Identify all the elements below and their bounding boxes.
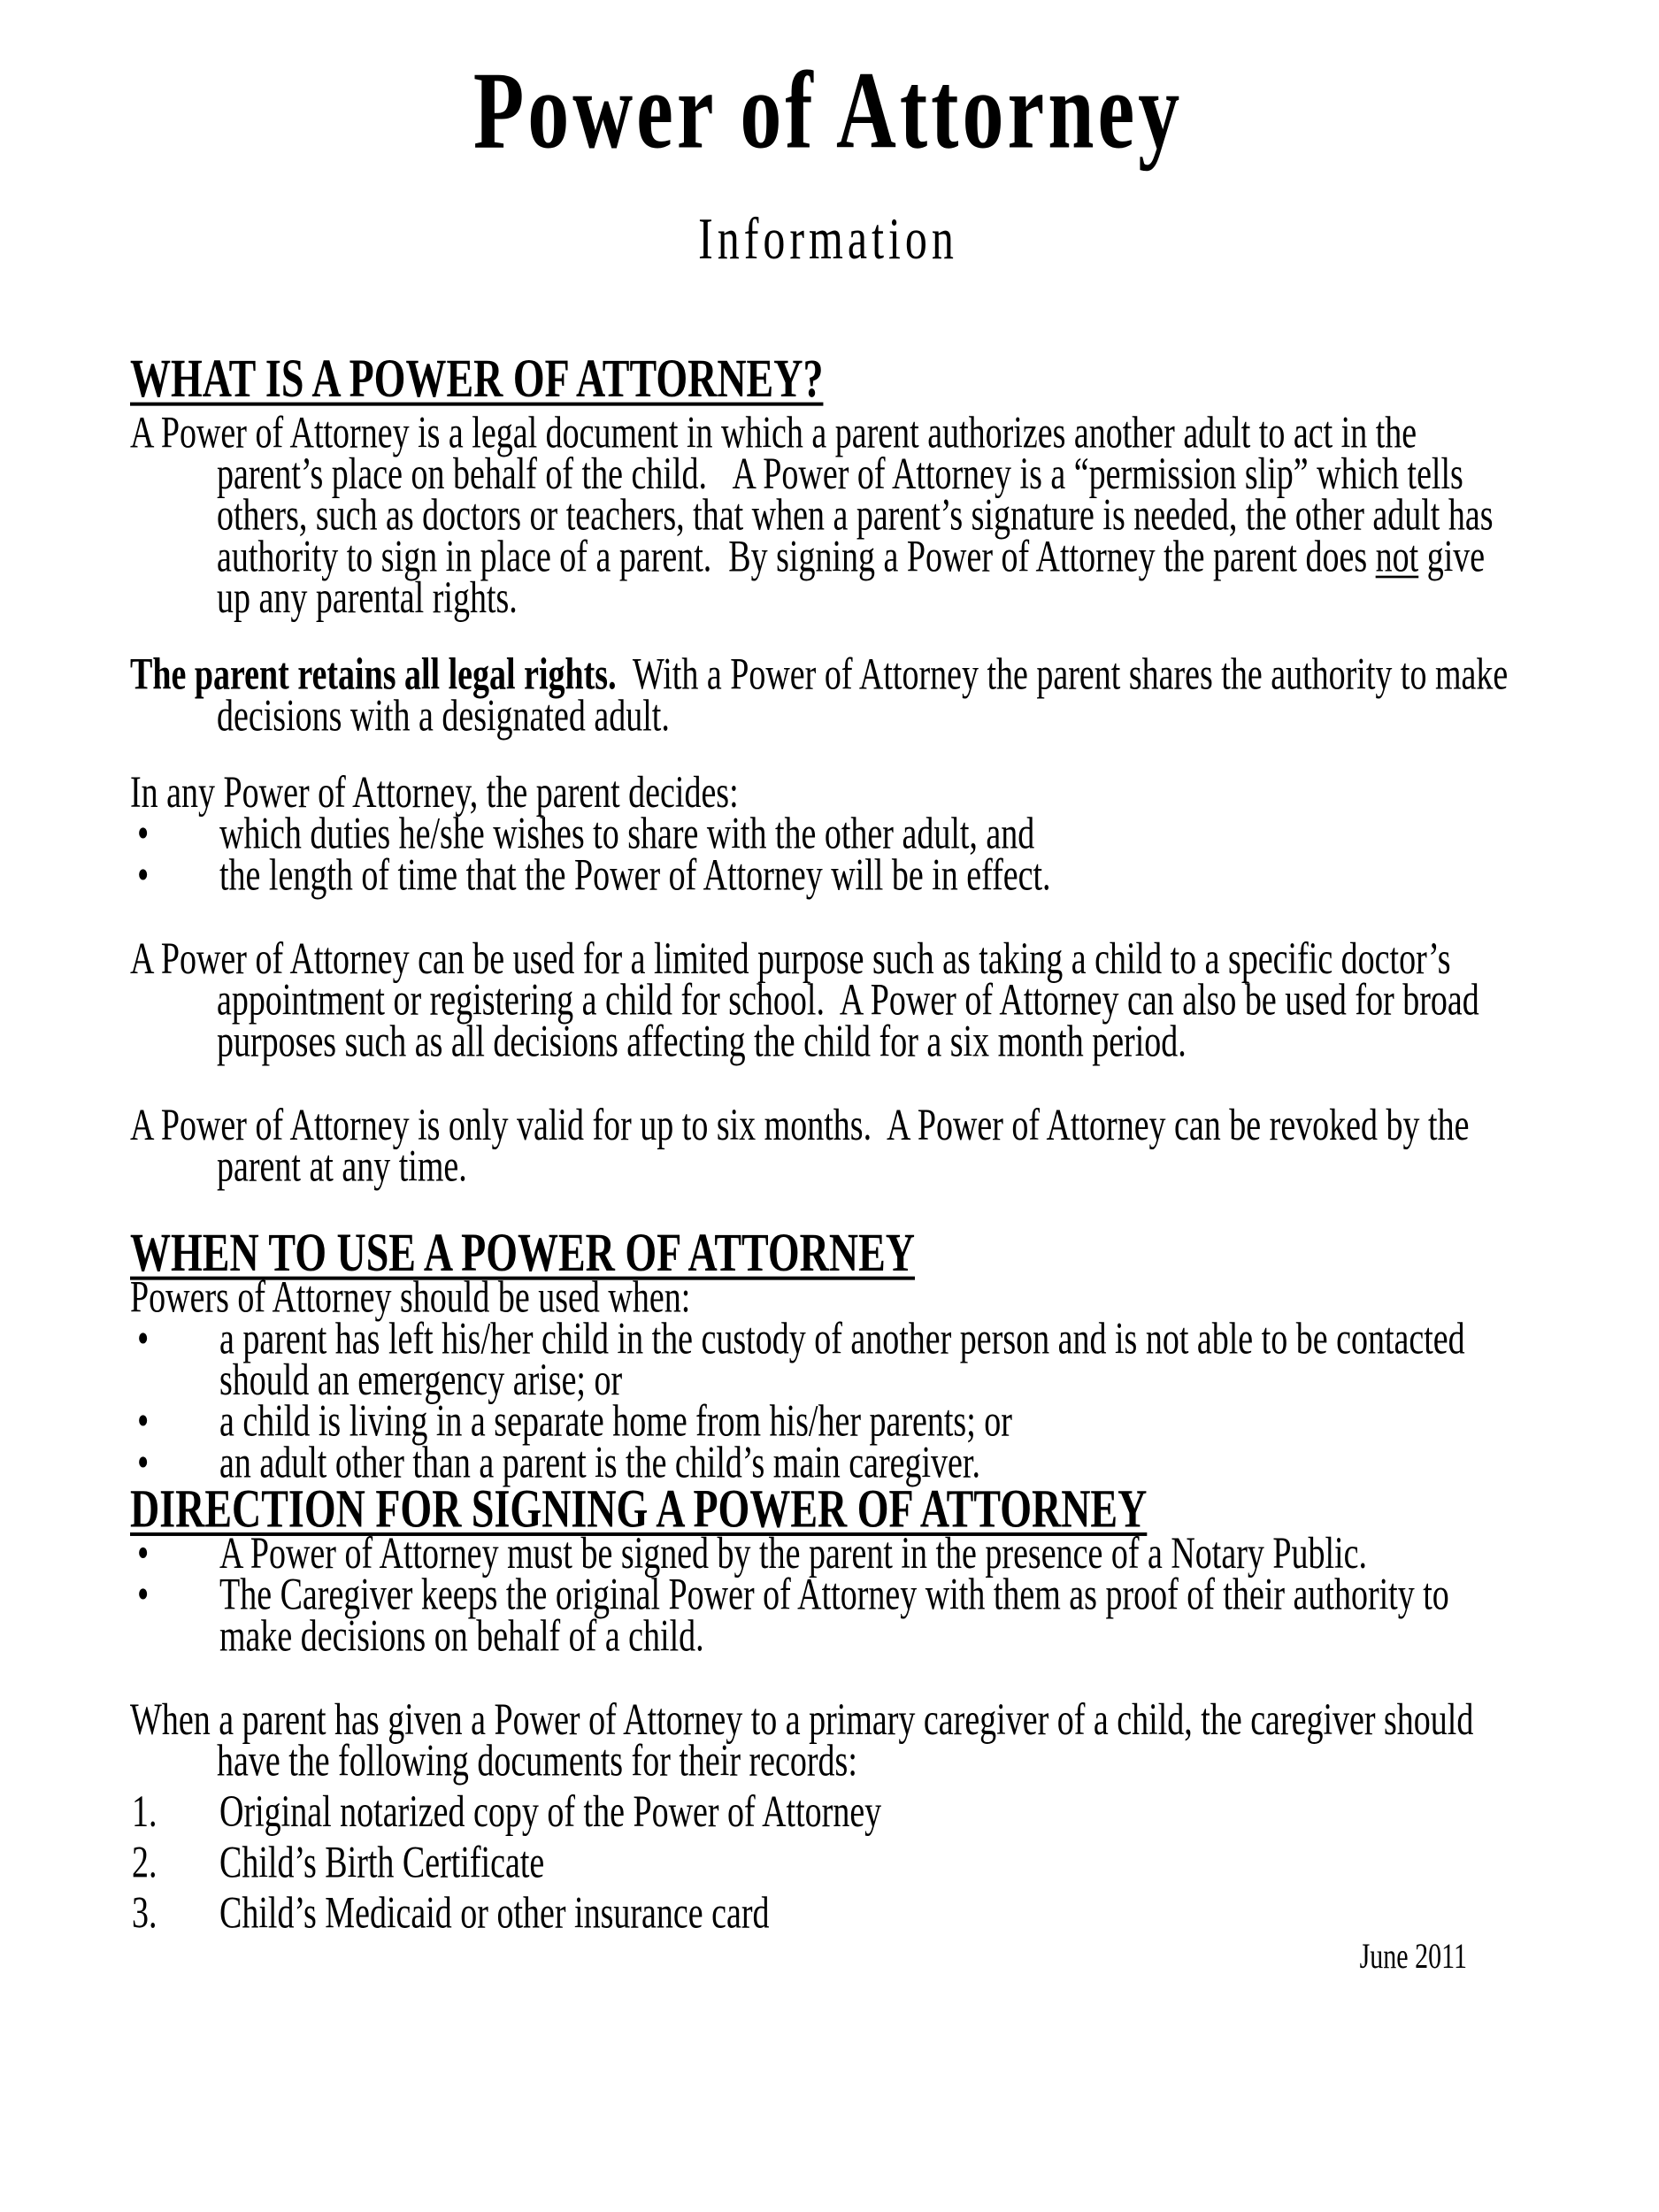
text-run: The Caregiver keeps the original Power of Attorney with them as proof of their authority to make decisions on behalf of a child. <box>219 1570 1449 1662</box>
text-run: a parent has left his/her child in the custody of another person and is not able to be contacted should an emergency arise; or <box>219 1314 1465 1405</box>
bullet-icon: • <box>137 1314 150 1364</box>
text-run: Original notarized copy of the Power of Attorney <box>219 1786 882 1837</box>
item-number: 2. <box>132 1838 157 1888</box>
text-run: Powers of Attorney should be used when: <box>130 1272 691 1323</box>
text-run: give up any parental rights. <box>217 532 1486 623</box>
numbered-item <box>130 1838 1526 1888</box>
list-item-text <box>219 1787 881 1837</box>
bullet-list-signing-directions <box>130 1528 1526 1662</box>
bullet-icon: • <box>137 809 150 859</box>
para-poa-definition <box>130 408 1526 623</box>
text-run: In any Power of Attorney, the parent decides: <box>130 767 739 818</box>
item-number: 3. <box>132 1888 157 1939</box>
heading-what-is-a-power-of-attorney <box>130 348 1526 409</box>
bullet-list-when-to-use <box>130 1314 1526 1488</box>
bullet-item <box>130 1528 1526 1578</box>
text-run: A Power of Attorney can be used for a limited purpose such as taking a child to a specific doctor’s appointment or registering a child for school. A Power of Attorney can also be used for broad purposes such as all decisions affecting the child for a six month period. <box>130 933 1479 1067</box>
para-limited-or-broad-purpose <box>130 933 1526 1067</box>
text-run: With a Power of Attorney the parent shares the authority to make decisions with a designated adult. <box>217 649 1509 741</box>
bullet-item <box>130 809 1526 859</box>
numbered-item <box>130 1888 1526 1939</box>
bullet-icon: • <box>137 850 150 901</box>
list-item-text <box>219 1889 770 1939</box>
bullet-item <box>130 1396 1526 1447</box>
para-validity-and-revocation <box>130 1100 1526 1192</box>
document-title: Power of Attorney <box>472 49 1184 173</box>
list-item-text <box>219 850 1051 900</box>
para-parent-decides <box>130 767 1526 818</box>
footer-date: June 2011 <box>1359 1937 1467 1977</box>
text-run: a child is living in a separate home from his/her parents; or <box>219 1396 1012 1447</box>
section-heading-text: DIRECTION FOR SIGNING A POWER OF ATTORNEY <box>130 1478 1148 1539</box>
numbered-list-caregiver-documents <box>130 1786 1526 1939</box>
para-parent-retains-rights <box>130 649 1526 741</box>
heading-direction-for-signing <box>130 1478 1526 1539</box>
text-run: Child’s Birth Certificate <box>219 1838 545 1888</box>
text-run: Child’s Medicaid or other insurance card <box>219 1888 770 1939</box>
bullet-icon: • <box>137 1570 150 1620</box>
document-body <box>130 348 1526 1939</box>
bullet-item <box>130 1438 1526 1488</box>
section-heading-text: WHEN TO USE A POWER OF ATTORNEY <box>130 1222 915 1283</box>
item-number: 1. <box>132 1786 157 1837</box>
bullet-icon: • <box>137 1396 150 1447</box>
bullet-item <box>130 1570 1526 1662</box>
text-run: The parent retains all legal rights. <box>130 649 617 700</box>
bullet-list-parent-decides <box>130 809 1526 901</box>
bullet-item <box>130 850 1526 901</box>
list-item-text <box>219 1571 1449 1662</box>
list-item-text <box>219 1314 1465 1405</box>
bullet-icon: • <box>137 1528 150 1578</box>
heading-when-to-use <box>130 1222 1526 1283</box>
text-run: A Power of Attorney is a legal document in which a parent authorizes another adult to act in the parent’s place on behalf of the child. A Power of Attorney is a “permission slip” which tells others, such as doctors or teachers, that when a parent’s signature is needed, the other adult has authority to sign in place of a parent. By signing a Power of Attorney the parent does <box>130 408 1494 582</box>
section-heading-text: WHAT IS A POWER OF ATTORNEY? <box>130 348 824 409</box>
list-item-text <box>219 1838 544 1887</box>
bullet-item <box>130 1314 1526 1405</box>
text-run: When a parent has given a Power of Attorney to a primary caregiver of a child, the caregiver should have the following documents for their records: <box>130 1694 1474 1786</box>
text-run: the length of time that the Power of Attorney will be in effect. <box>219 850 1051 901</box>
underlined-word: not <box>1375 532 1419 582</box>
text-run: an adult other than a parent is the child’s main caregiver. <box>219 1438 980 1488</box>
text-run: A Power of Attorney is only valid for up to six months. A Power of Attorney can be revoked by the parent at any time. <box>130 1100 1470 1192</box>
text-run: which duties he/she wishes to share with the other adult, and <box>219 809 1035 859</box>
document-subtitle: Information <box>698 204 958 272</box>
para-caregiver-documents <box>130 1694 1526 1786</box>
para-used-when <box>130 1272 1526 1323</box>
bullet-icon: • <box>137 1438 150 1488</box>
text-run: A Power of Attorney must be signed by the parent in the presence of a Notary Public. <box>219 1528 1367 1578</box>
list-item-text <box>219 1438 980 1487</box>
numbered-item <box>130 1786 1526 1837</box>
